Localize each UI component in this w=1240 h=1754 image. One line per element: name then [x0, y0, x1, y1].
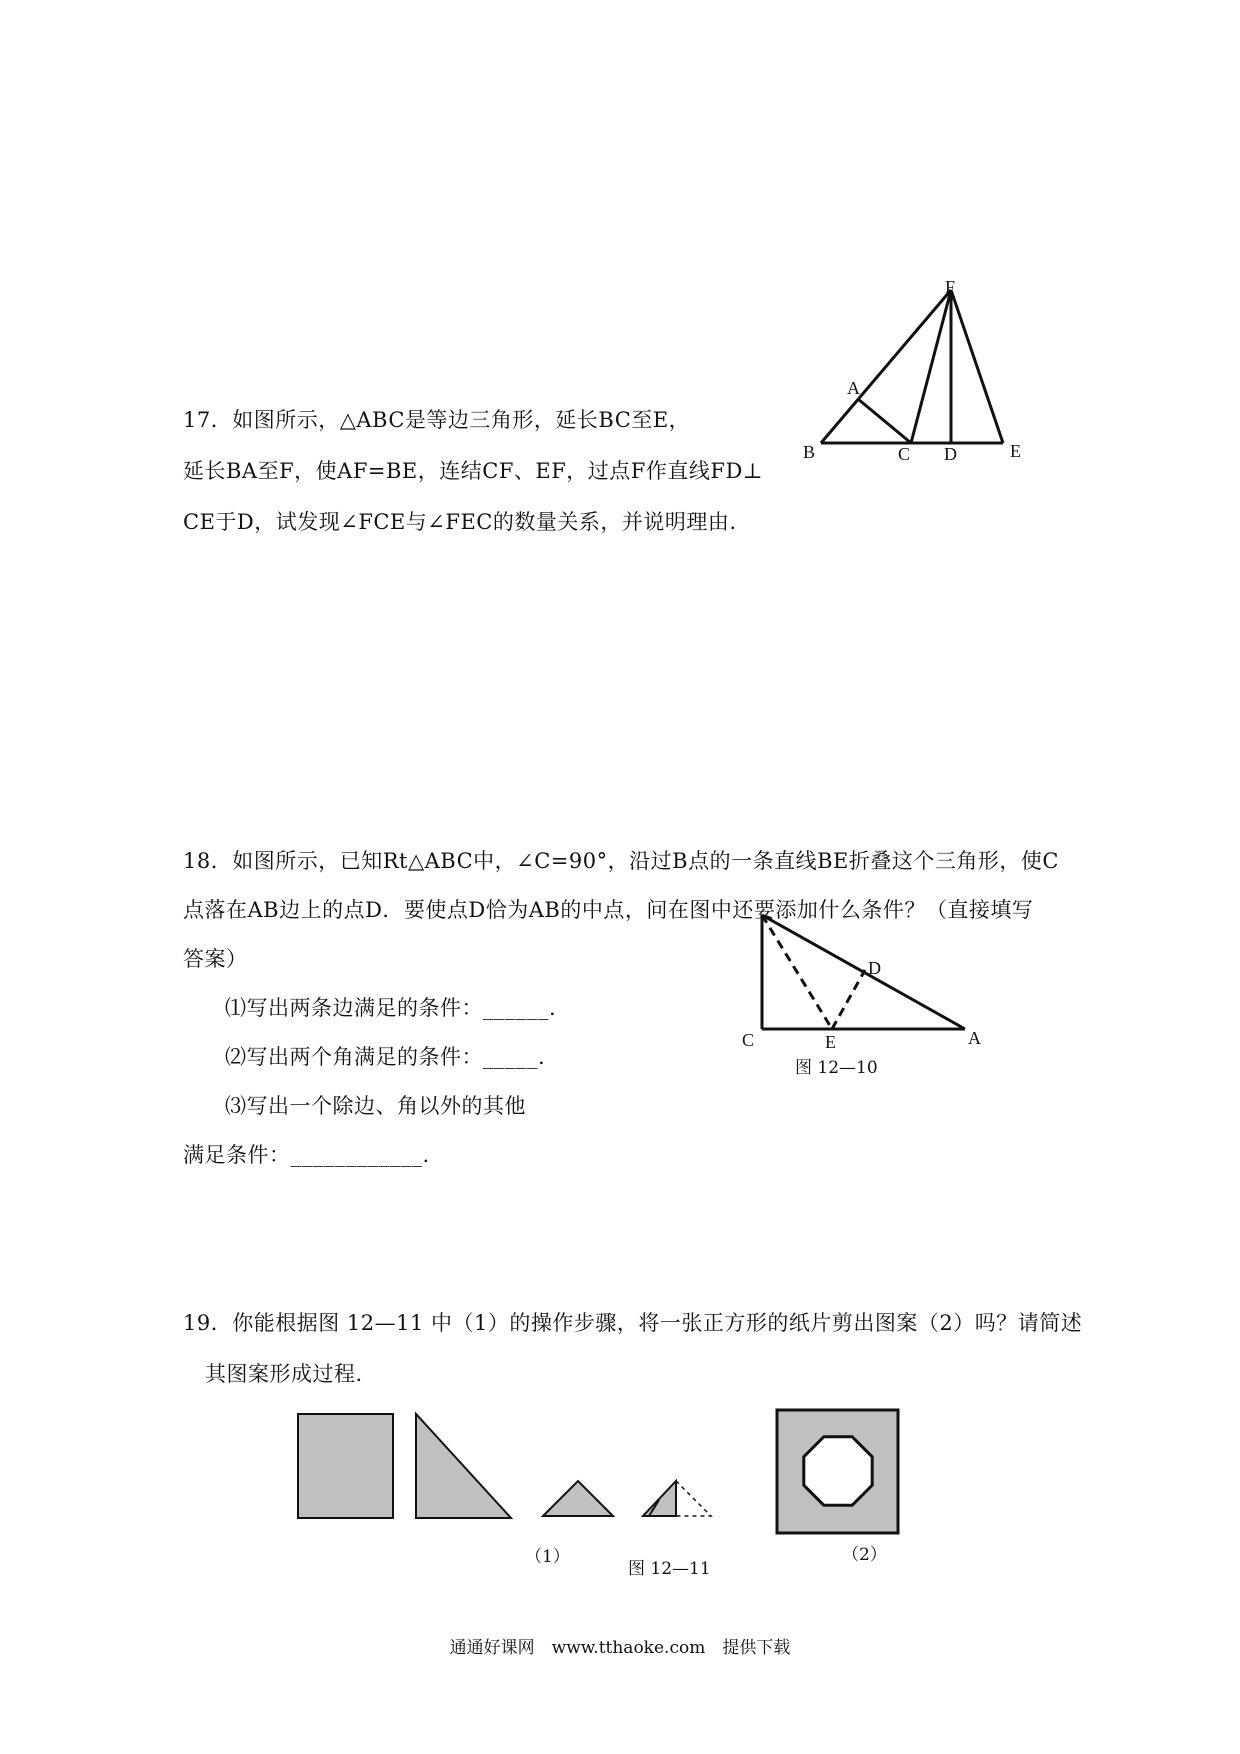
q18-item4: 满足条件：____________.	[183, 1143, 430, 1167]
fold-line-be	[762, 915, 832, 1029]
q18-item1: ⑴写出两条边满足的条件：______.	[225, 996, 557, 1020]
q18-item2: ⑵写出两个角满足的条件：_____.	[225, 1045, 546, 1069]
figure-12-11-label-2: （2）	[842, 1545, 887, 1565]
step1-square	[298, 1414, 393, 1518]
label-e: E	[1010, 441, 1021, 461]
step4-dashed-half	[676, 1481, 711, 1516]
figure-12-10-caption: 图 12—10	[795, 1058, 878, 1078]
q18-text-line3: 答案）	[183, 947, 248, 971]
figure-12-11-label-1: （1）	[525, 1547, 570, 1567]
label-b: B	[803, 442, 816, 462]
q18-text-line1: 18．如图所示，已知Rt△ABC中，∠C=90°，沿过B点的一条直线BE折叠这个三角形，使C	[183, 849, 1059, 873]
step4-shaded-half	[643, 1481, 676, 1516]
q17-text-line2: 延长BA至F，使AF=BE，连结CF、EF，过点F作直线FD⊥	[183, 459, 764, 483]
label-a: A	[968, 1028, 981, 1048]
step3-triangle	[543, 1481, 613, 1516]
q17-text-line3: CE于D，试发现∠FCE与∠FEC的数量关系，并说明理由.	[183, 510, 737, 534]
label-a: A	[847, 378, 860, 398]
q19-text-line2: 其图案形成过程.	[205, 1362, 363, 1386]
step2-triangle	[416, 1414, 511, 1518]
line-ac	[858, 399, 911, 443]
fold-line-ed	[832, 970, 865, 1029]
q18-right-triangle-figure	[740, 905, 990, 1050]
label-f: F	[945, 280, 956, 297]
q18-text-line2: 点落在AB边上的点D．要使点D恰为AB的中点，问在图中还要添加什么条件？（直接填写	[183, 898, 1034, 922]
line-fe	[951, 290, 1003, 443]
q19-text-line1: 19．你能根据图 12—11 中（1）的操作步骤，将一张正方形的纸片剪出图案（2）吗？请简述	[183, 1311, 1083, 1335]
label-c: C	[898, 444, 911, 464]
label-d: D	[868, 958, 881, 978]
q17-text-line1: 17．如图所示，△ABC是等边三角形，延长BC至E，	[183, 408, 691, 432]
figure-12-11-pattern	[775, 1408, 901, 1536]
label-e: E	[825, 1032, 836, 1050]
label-d: D	[944, 444, 957, 464]
q18-item3: ⑶写出一个除边、角以外的其他	[225, 1094, 526, 1118]
figure-12-11-caption: 图 12—11	[628, 1559, 711, 1579]
page-footer: 通通好课网 www.tthaoke.com 提供下载	[449, 1638, 791, 1658]
octagon-hole	[804, 1437, 872, 1505]
q17-triangle-figure	[800, 280, 1030, 470]
label-c: C	[742, 1030, 755, 1050]
figure-12-11-steps	[290, 1405, 730, 1535]
